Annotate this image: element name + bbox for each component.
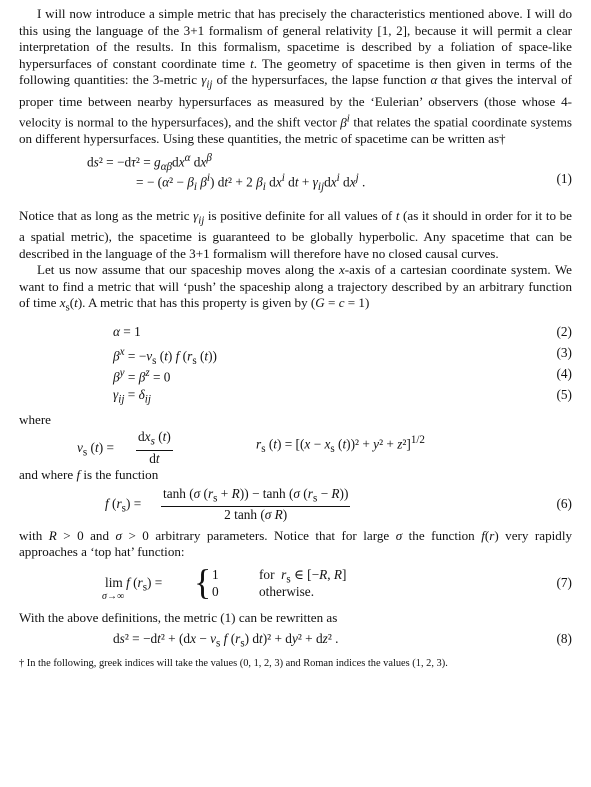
paragraph-4: with R > 0 and σ > 0 arbitrary parameters. Notice that for large σ the function f(r) very rapidly approaches a ‘top hat’ function: (19, 527, 573, 560)
equation-number: (3) (556, 344, 572, 360)
paragraph-2: Notice that as long as the metric $\gamma_{ij}$ is positive definite for all values of t (as it should in order for it to be a spatial metric), the spacetime is guaranteed to be globally hyperbolic. Any spacetime that can be described in the language of the 3+1 formalism will therefore have no closed causal curves. (19, 207, 572, 261)
paragraph-1: I will now introduce a simple metric that has precisely the characteristics mentioned above. I will do this using the language of the 3+1 formalism of general relativity [1, 2], because it will permit a clear interpretation of the results. In this formalism, spacetime is described by a foliation of space-like hypersurfaces of constant coordinate time t. The geometry of spacetime is then given in terms of the following quantities: the 3-metric $\gamma_{ij}$ of the hypersurfaces, the lapse function α that gives the interval of proper time between nearby hypersurfaces as measured by the ‘Eulerian’ observers (those whose 4-velocity is normal to the hypersurfaces), and the shift vector $\beta^i$ that relates the spatial coordinate systems on different hypersurfaces. Using these quantities, the metric of spacetime can be written as† (19, 6, 573, 147)
velocity-and-radius-definitions: $v_s$ (t) = $dx_s$ (t) dt $r_s$ $(t) = [(x - x_s$ (t))² + y² + z²]$^{1/2}$ (77, 429, 425, 466)
equations-2-5: α = 1 (2) $\beta^x = -v_s$ (t) f ($r_s$ (t)) (3) $\beta^y = \beta^z = 0$ (4) $\gamma_{ij} = \delta_{ij}$ (5) (113, 323, 572, 406)
equation-7: lim f $(r_s)$ = σ→∞ { 1 for $r_s$ ∈ [−R, R] 0 otherwise. (7) (102, 561, 572, 602)
equation-number: (1) (556, 170, 572, 186)
equation-1: $ds^2 = -d\tau^2 = g_{\alpha\beta}dx^\alpha$ $dx^\beta$ = − ($\alpha^2 - \beta_i$ $\beta^i$) dt² + 2 $\beta_i$ $dx^i$ dt + $\gamma_{ij}dx^i$ $dx^j$ . (1) (87, 151, 572, 193)
equation-number: (4) (556, 365, 572, 381)
equation-number: (7) (556, 574, 572, 590)
where-label: where (19, 411, 51, 427)
paragraph-5: With the above definitions, the metric (1) can be rewritten as (19, 609, 338, 625)
and-where-label: and where f is the function (19, 467, 159, 483)
footnote: † In the following, greek indices will take the values (0, 1, 2, 3) and Roman indices the values (1, 2, 3). (19, 658, 448, 670)
equation-number: (5) (556, 386, 572, 402)
equation-number: (2) (556, 323, 572, 339)
paragraph-3: Let us now assume that our spaceship moves along the x-axis of a cartesian coordinate system. We want to find a metric that will ‘push’ the spaceship along a trajectory described by an arbitrary function of time $x_s(t)$. A metric that has this property is given by (G = c = 1) (19, 262, 572, 314)
equation-number: (8) (556, 631, 572, 647)
equation-6: f $(r_s)$ = $\frac{\tanh (\sigma (r_s + R)) - \tanh (\sigma (r_s - R))}{\text{2 tanh (σ R)}}$ (6) (105, 485, 572, 523)
paper-page (19, 6, 572, 670)
equation-8: $ds^2 = -dt^2 + (dx - v_s$ f $(r_s) dt)^2 + dy^2 + dz^2$ . (8) (113, 631, 572, 651)
equation-number: (6) (556, 495, 572, 511)
